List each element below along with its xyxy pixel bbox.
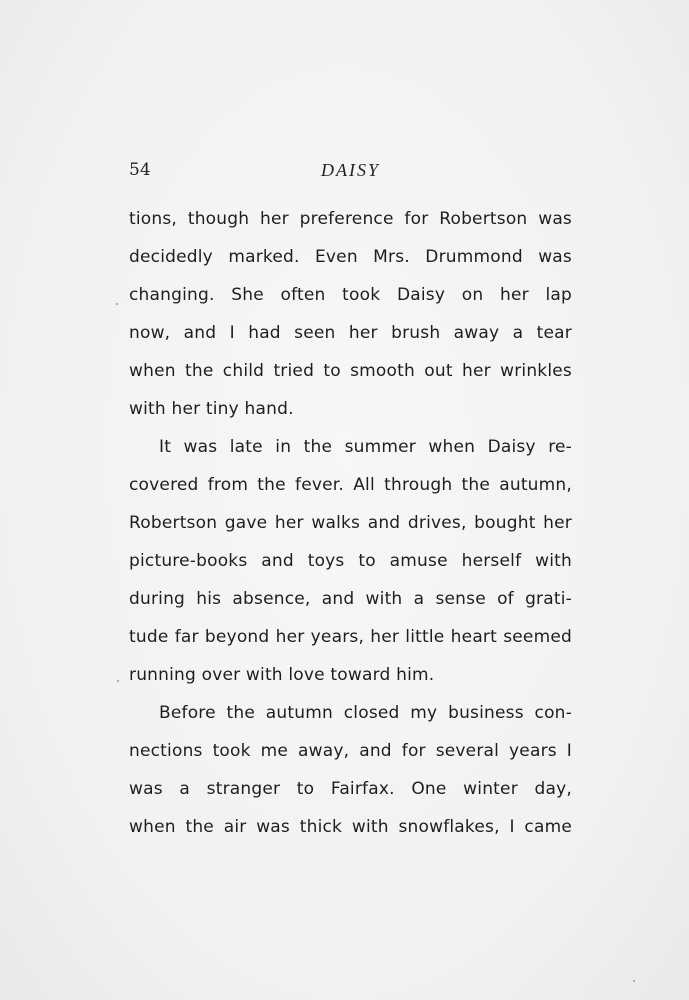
- paper-speck: [633, 980, 635, 982]
- paper-speck: [116, 303, 118, 305]
- text-line: changing. She often took Daisy on her lap: [129, 285, 572, 305]
- paper-speck: [117, 680, 119, 682]
- text-line: was a stranger to Fairfax. One winter day,: [129, 779, 572, 799]
- page-header: [129, 158, 572, 188]
- running-title: DAISY: [321, 160, 380, 180]
- text-line: when the air was thick with snowflakes, I came: [129, 817, 572, 837]
- text-line: nections took me away, and for several years I: [129, 741, 572, 761]
- body-text: [129, 200, 572, 846]
- text-line: picture-books and toys to amuse herself with: [129, 551, 572, 571]
- text-line: covered from the fever. All through the autumn,: [129, 475, 572, 495]
- page-number: 54: [129, 160, 151, 180]
- text-line: with her tiny hand.: [129, 399, 294, 419]
- text-line: It was late in the summer when Daisy re-: [159, 437, 572, 457]
- text-line: tude far beyond her years, her little heart seemed: [129, 627, 572, 647]
- text-line: decidedly marked. Even Mrs. Drummond was: [129, 247, 572, 267]
- text-line: now, and I had seen her brush away a tear: [129, 323, 572, 343]
- text-line: tions, though her preference for Robertson was: [129, 209, 572, 229]
- text-line: when the child tried to smooth out her wrinkles: [129, 361, 572, 381]
- text-line: during his absence, and with a sense of grati-: [129, 589, 572, 609]
- text-line: running over with love toward him.: [129, 665, 435, 685]
- text-line: Robertson gave her walks and drives, bought her: [129, 513, 572, 533]
- text-line: Before the autumn closed my business con-: [159, 703, 572, 723]
